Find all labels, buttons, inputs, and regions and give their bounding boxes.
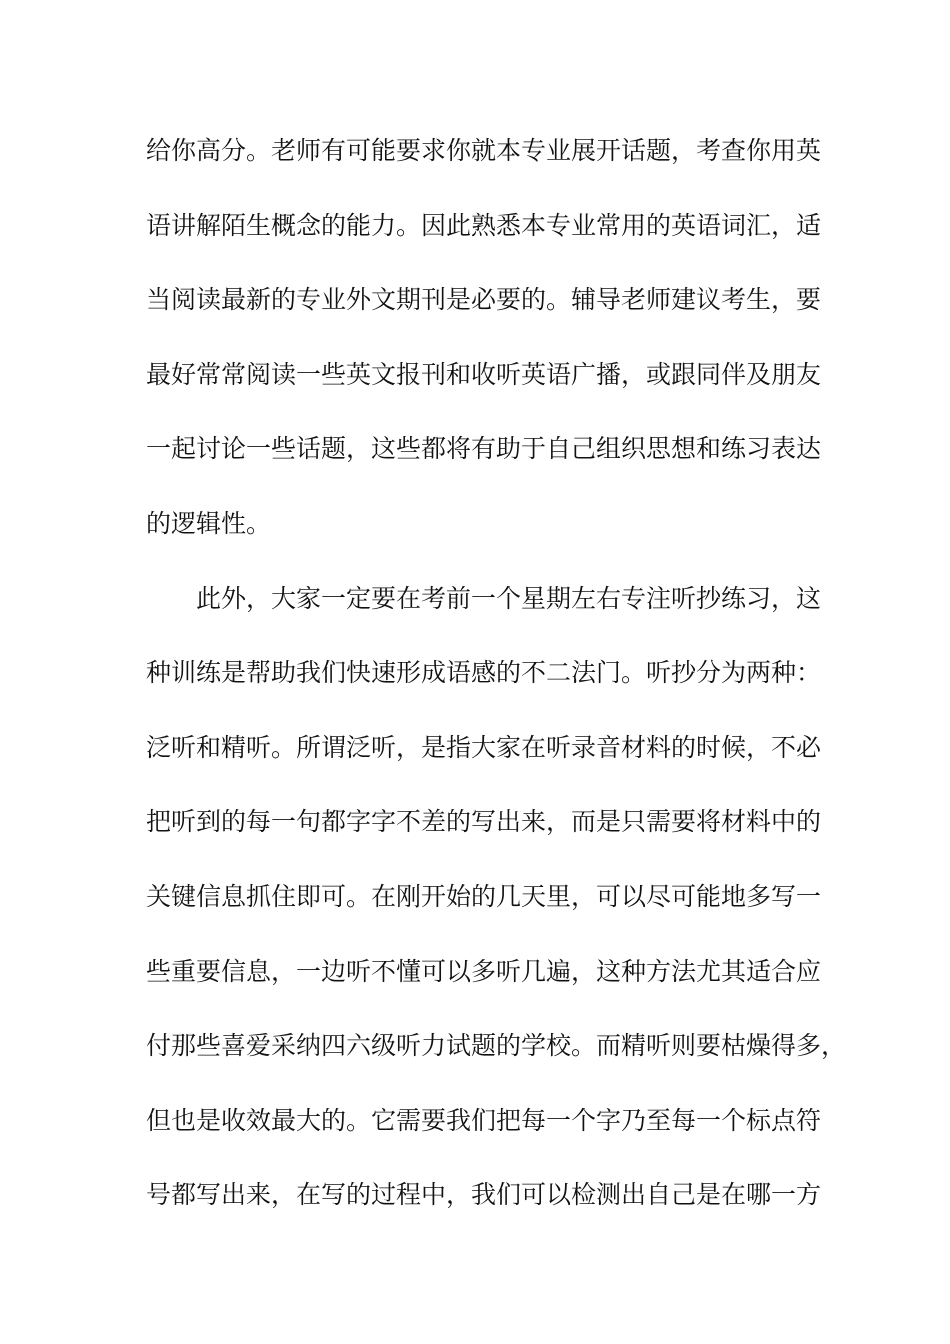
paragraph-2: [146, 579, 847, 1250]
text-line: 号都写出来，在写的过程中，我们可以检测出自己是在哪一方: [146, 1180, 822, 1210]
text-line: 些重要信息，一边听不懂可以多听几遍，这种方法尤其适合应: [146, 956, 822, 986]
text-line: 的逻辑性。: [146, 508, 272, 538]
text-line: 泛听和精听。所谓泛听，是指大家在听录音材料的时候，不必: [146, 732, 822, 762]
text-line: 最好常常阅读一些英文报刊和收听英语广播，或跟同伴及朋友: [146, 359, 822, 389]
text-line: 把听到的每一句都字字不差的写出来，而是只需要将材料中的: [146, 807, 822, 837]
paragraph-1: [146, 131, 826, 579]
text-line: 但也是收效最大的。它需要我们把每一个字乃至每一个标点符: [146, 1105, 822, 1135]
text-line: 此外，大家一定要在考前一个星期左右专注听抄练习，这: [196, 583, 822, 613]
text-line: 当阅读最新的专业外文期刊是必要的。辅导老师建议考生，要: [146, 285, 822, 315]
text-line: 给你高分。老师有可能要求你就本专业展开话题，考查你用英: [146, 136, 822, 165]
text-line: 种训练是帮助我们快速形成语感的不二法门。听抄分为两种：: [146, 658, 822, 688]
text-line: 付那些喜爱采纳四六级听力试题的学校。而精听则要枯燥得多，: [146, 1031, 847, 1061]
document-body: [146, 131, 847, 1250]
text-line: 语讲解陌生概念的能力。因此熟悉本专业常用的英语词汇，适: [146, 210, 822, 240]
text-line: 关键信息抓住即可。在刚开始的几天里，可以尽可能地多写一: [146, 881, 822, 911]
text-line: 一起讨论一些话题，这些都将有助于自己组织思想和练习表达: [146, 434, 822, 464]
